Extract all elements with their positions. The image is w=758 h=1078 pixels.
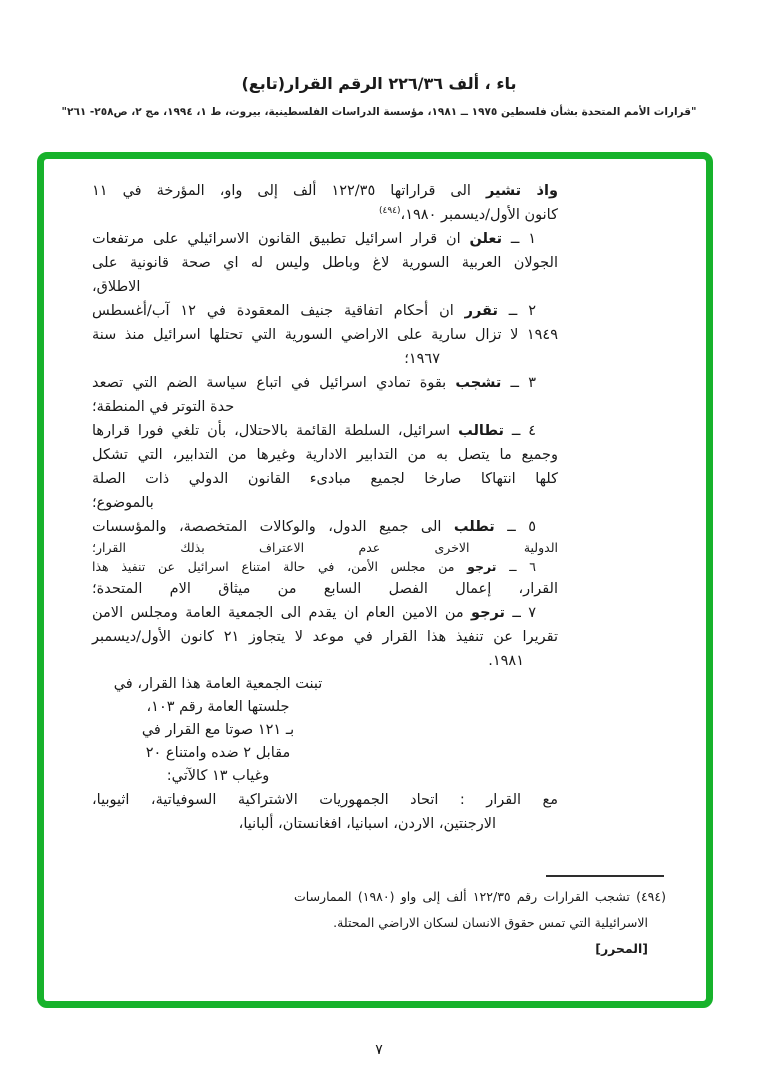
header-title: باء ، ألف ٢٢٦/٣٦ الرقم القرار(تابع) — [241, 74, 517, 93]
text-segment: بقوة تمادي اسرائيل في اتباع سياسة الضم التي تصعد — [92, 375, 456, 391]
text-line — [92, 443, 558, 467]
text-line — [92, 371, 558, 395]
text-segment: اسرائيل، السلطة القائمة بالاحتلال، بأن تلغي فورا قرارها — [92, 423, 459, 439]
text-line — [92, 812, 558, 836]
vote-record — [92, 788, 558, 836]
text-segment: ٢ ــ — [497, 303, 536, 319]
text-segment: ١٩٨١. — [488, 653, 524, 669]
text-segment: ٧ ــ — [505, 605, 536, 621]
text-segment: ١ ــ — [502, 231, 536, 247]
footnote — [294, 875, 666, 962]
text-segment: مقابل ٢ ضده وامتناع ٢٠ — [145, 745, 291, 761]
text-segment: من مجلس الأمن، في حالة امتناع اسرائيل عن تنفيذ هذا — [92, 559, 468, 574]
text-line — [93, 719, 343, 742]
text-line — [294, 884, 666, 910]
text-line — [92, 203, 558, 227]
text-line — [93, 696, 343, 719]
text-segment: الاطلاق، — [92, 279, 141, 295]
footnote-text — [294, 884, 666, 962]
text-line — [93, 673, 343, 696]
text-segment: بالموضوع؛ — [92, 495, 154, 511]
text-line — [92, 323, 558, 347]
text-segment: ان أحكام اتفاقية جنيف المعقودة في ١٢ آب/أغسطس — [92, 303, 465, 319]
text-segment: جلستها العامة رقم ١٠٣، — [146, 699, 290, 715]
text-segment: بـ ١٢١ صوتا مع القرار في — [141, 722, 295, 738]
adoption-note — [93, 673, 343, 788]
text-segment: ٦ ــ — [496, 559, 537, 574]
text-line — [92, 275, 558, 299]
footnote-divider — [546, 875, 664, 877]
text-segment: [المحرر] — [595, 941, 648, 956]
text-segment: تقريرا عن تنفيذ هذا القرار في موعد لا يتجاوز ٢١ كانون الأول/ديسمبر — [92, 629, 558, 645]
text-segment: كانون الأول/ديسمبر ١٩٨٠، — [400, 207, 558, 223]
text-segment: الدولية الاخرى عدم الاعتراف بذلك القرار؛ — [92, 540, 558, 555]
text-line — [92, 515, 558, 539]
text-segment: القرار، إعمال الفصل السابع من ميثاق الام المتحدة؛ — [92, 581, 558, 597]
text-line — [92, 251, 558, 275]
text-line — [93, 765, 343, 788]
page-number: ٧ — [375, 1042, 383, 1058]
text-segment: ترجو — [471, 605, 506, 621]
text-line — [92, 557, 558, 577]
text-segment: مع القرار : اتحاد الجمهوريات الاشتراكية السوفياتية، اثيوبيا، — [92, 792, 558, 808]
text-line — [92, 395, 558, 419]
text-segment: ١٩٤٩ لا تزال سارية على الاراضي السورية التي تحتلها اسرائيل منذ سنة — [92, 327, 558, 343]
text-line — [92, 347, 558, 371]
text-segment: من الامين العام ان يقدم الى الجمعية العامة ومجلس الامن — [92, 605, 471, 621]
text-segment: كلها انتهاكا صارخا لجميع مبادىء القانون الدولي ذات الصلة — [92, 471, 558, 487]
text-segment: تعلن — [469, 231, 503, 247]
text-line — [92, 227, 558, 251]
text-segment: تبنت الجمعية العامة هذا القرار، في — [113, 676, 323, 692]
text-segment: الى قراراتها ١٢٢/٣٥ ألف إلى واو، المؤرخة في ١١ — [92, 183, 486, 199]
text-line — [92, 577, 558, 601]
text-line — [92, 179, 558, 203]
text-segment: ٣ ــ — [501, 375, 536, 391]
text-segment: الجولان العربية السورية لاغ وباطل وليس له اي صحة قانونية على — [92, 255, 558, 271]
text-segment: وغياب ١٣ كالآتي: — [166, 768, 270, 784]
text-line — [92, 601, 558, 625]
text-line — [92, 419, 558, 443]
text-segment: ٤ ــ — [503, 423, 537, 439]
header-citation: "قرارات الأمم المتحدة بشأن فلسطين ١٩٧٥ ــ ١٩٨١، مؤسسة الدراسات الفلسطينية، بيروت، ط ١، ١٩٩٤، مج ٢، ص٢٥٨- ٢٦١" — [61, 106, 697, 118]
text-segment: الاسرائيلية التي تمس حقوق الانسان لسكان الاراضي المحتلة. — [333, 915, 648, 930]
text-line — [92, 788, 558, 812]
text-segment: تقرر — [464, 303, 498, 319]
text-line — [92, 649, 558, 673]
text-segment: الى جميع الدول، والوكالات المتخصصة، والمؤسسات — [92, 519, 454, 535]
text-line — [92, 467, 558, 491]
text-segment: (٤٩٤) تشجب القرارات رقم ١٢٢/٣٥ ألف إلى واو (١٩٨٠) الممارسات — [294, 889, 666, 904]
text-segment: ان قرار اسرائيل تطبيق القانون الاسرائيلي على مرتفعات — [92, 231, 470, 247]
text-segment: تطالب — [458, 423, 504, 439]
text-segment: ترجو — [467, 559, 497, 574]
text-line — [92, 299, 558, 323]
text-line — [93, 742, 343, 765]
text-segment: تطلب — [453, 519, 495, 535]
text-segment: واذ تشير — [485, 183, 558, 199]
text-line — [92, 491, 558, 515]
highlight-frame — [37, 152, 713, 1008]
resolution-text — [92, 179, 558, 673]
text-line — [294, 910, 666, 962]
document-body — [92, 179, 558, 836]
text-segment: ٥ ــ — [494, 519, 536, 535]
text-segment: حدة التوتر في المنطقة؛ — [92, 399, 235, 415]
text-segment: تشجب — [455, 375, 502, 391]
text-segment: ١٩٦٧؛ — [404, 351, 440, 367]
text-segment: وجميع ما يتصل به من التدابير الادارية وغيرها من التدابير، التي تشكل — [92, 447, 558, 463]
footnote-reference: (٤٩٤) — [378, 206, 401, 217]
text-line — [92, 625, 558, 649]
text-line — [92, 539, 558, 557]
text-segment: الارجنتين، الاردن، اسبانيا، افغانستان، ألبانيا، — [238, 816, 496, 832]
